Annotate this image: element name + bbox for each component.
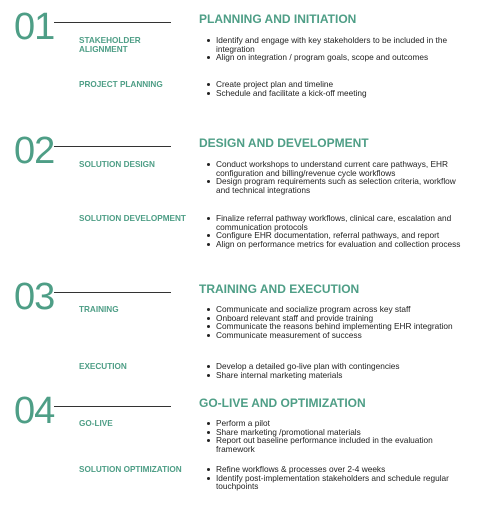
bullet-item: Create project plan and timeline [207,80,469,89]
bullet-item: Design program requirements such as selection criteria, workflow and technical integrations [207,177,469,194]
phase-number: 01 [14,6,55,48]
bullet-item: Conduct workshops to understand current care pathways, EHR configuration and billing/revenue cycle workflows [207,160,469,177]
bullet-item: Align on performance metrics for evaluation and collection process [207,240,469,249]
bullet-item: Share internal marketing materials [207,371,469,380]
bullet-item: Onboard relevant staff and provide training [207,314,469,323]
phase-divider [54,292,171,293]
bullet-list [207,80,469,97]
phase-divider [54,406,171,407]
phase-number: 04 [14,390,55,432]
bullet-item: Develop a detailed go-live plan with contingencies [207,362,469,371]
bullet-item: Communicate measurement of success [207,331,469,340]
phase-number: 02 [14,130,55,172]
bullet-item: Identify post-implementation stakeholders and schedule regular touchpoints [207,474,469,491]
item-label: STAKEHOLDER ALIGNMENT [79,36,141,55]
item-label: EXECUTION [79,362,127,371]
bullet-item: Refine workflows & processes over 2-4 weeks [207,465,469,474]
phase-divider [54,22,171,23]
bullet-item: Finalize referral pathway workflows, clinical care, escalation and communication protocols [207,214,469,231]
bullet-item: Share marketing /promotional materials [207,428,469,437]
bullet-item: Configure EHR documentation, referral pathways, and report [207,231,469,240]
bullet-list [207,214,469,248]
phase-number: 03 [14,276,55,318]
item-label: SOLUTION DEVELOPMENT [79,214,186,223]
bullet-item: Perform a pilot [207,419,469,428]
item-label: GO-LIVE [79,419,113,428]
bullet-item: Communicate and socialize program across key staff [207,305,469,314]
bullet-item: Report out baseline performance included in the evaluation framework [207,436,469,453]
bullet-list [207,36,469,62]
bullet-item: Identify and engage with key stakeholders to be included in the integration [207,36,469,53]
bullet-list [207,465,469,491]
bullet-list [207,305,469,339]
phase-title: TRAINING AND EXECUTION [199,282,360,296]
phase-title: DESIGN AND DEVELOPMENT [199,136,369,150]
phase-divider [54,146,171,147]
bullet-list [207,362,469,379]
bullet-list [207,419,469,453]
phase-title: PLANNING AND INITIATION [199,12,357,26]
bullet-list [207,160,469,194]
item-label: PROJECT PLANNING [79,80,163,89]
item-label: SOLUTION DESIGN [79,160,155,169]
phase-title: GO-LIVE AND OPTIMIZATION [199,396,366,410]
item-label: SOLUTION OPTIMIZATION [79,465,182,474]
bullet-item: Schedule and facilitate a kick-off meeting [207,89,469,98]
bullet-item: Align on integration / program goals, scope and outcomes [207,53,469,62]
bullet-item: Communicate the reasons behind implementing EHR integration [207,322,469,331]
item-label: TRAINING [79,305,119,314]
